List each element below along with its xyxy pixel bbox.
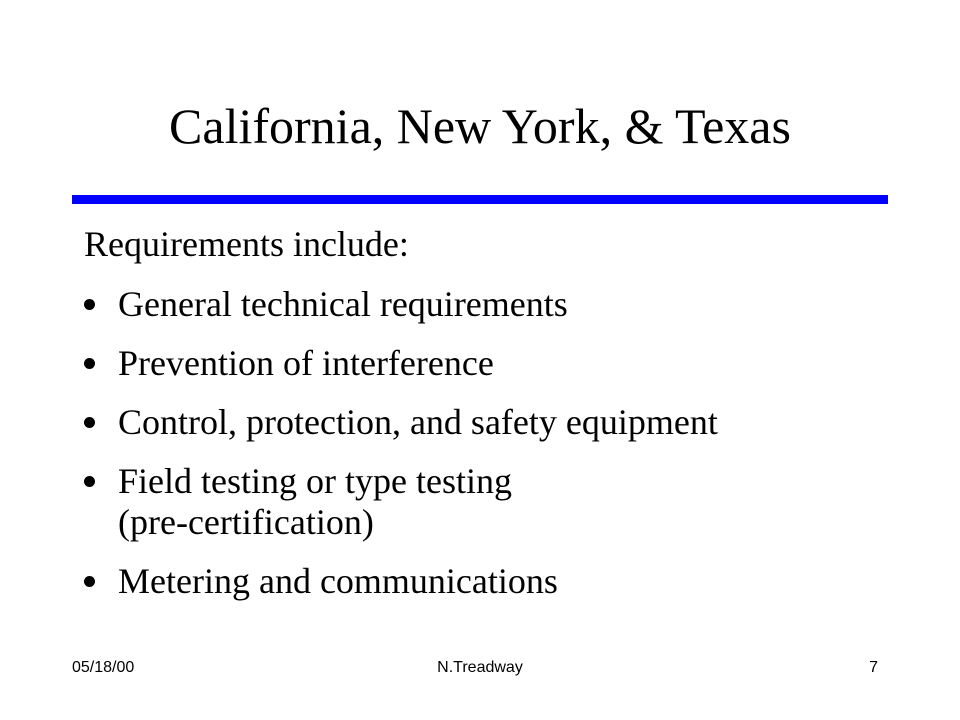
intro-text: Requirements include: [84, 224, 409, 264]
list-item-text: Prevention of interference [118, 343, 494, 383]
bullet-icon [84, 476, 95, 487]
list-item [84, 284, 944, 325]
list-item [84, 561, 944, 602]
requirements-list [84, 284, 944, 620]
list-item-text: Field testing or type testing [118, 461, 512, 501]
list-item [84, 461, 944, 543]
bullet-icon [84, 299, 95, 310]
list-item-text: General technical requirements [118, 284, 568, 324]
list-item [84, 343, 944, 384]
bullet-icon [84, 417, 95, 428]
title-underline [72, 195, 888, 204]
bullet-icon [84, 358, 95, 369]
list-item-text: Metering and communications [118, 561, 558, 601]
list-item-text-continued: (pre-certification) [118, 502, 374, 542]
bullet-icon [84, 576, 95, 587]
footer-author: N.Treadway [437, 659, 523, 676]
slide-title: California, New York, & Texas [169, 98, 791, 154]
footer-date: 05/18/00 [72, 659, 135, 676]
page-number: 7 [869, 659, 878, 676]
list-item [84, 402, 944, 443]
list-item-text: Control, protection, and safety equipment [118, 402, 718, 442]
